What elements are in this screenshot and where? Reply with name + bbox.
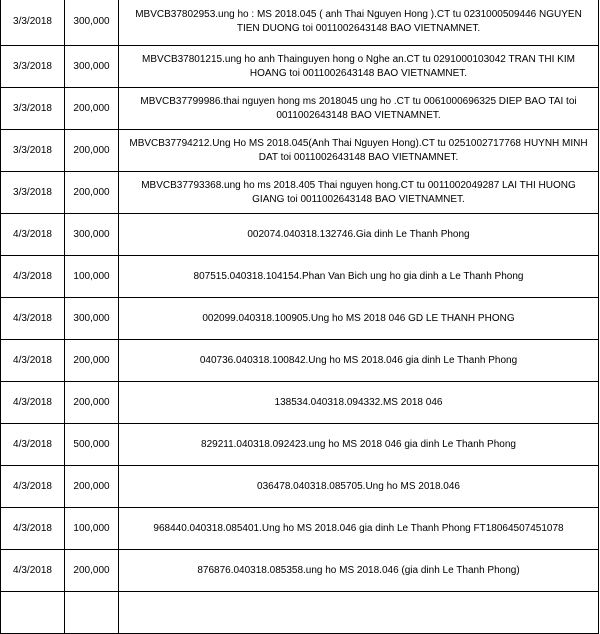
description-cell: 807515.040318.104154.Phan Van Bich ung ho gia dinh a Le Thanh Phong bbox=[119, 256, 599, 298]
table-row bbox=[1, 508, 599, 550]
date-cell: 3/3/2018 bbox=[1, 172, 65, 214]
table-row bbox=[1, 550, 599, 592]
description-cell: 036478.040318.085705.Ung ho MS 2018.046 bbox=[119, 466, 599, 508]
amount-cell: 100,000 bbox=[65, 508, 119, 550]
amount-cell: 200,000 bbox=[65, 130, 119, 172]
date-cell: 4/3/2018 bbox=[1, 256, 65, 298]
date-cell: 4/3/2018 bbox=[1, 508, 65, 550]
date-cell: 4/3/2018 bbox=[1, 214, 65, 256]
date-cell: 3/3/2018 bbox=[1, 130, 65, 172]
date-cell bbox=[1, 592, 65, 634]
description-cell bbox=[119, 592, 599, 634]
description-cell: MBVCB37802953.ung ho : MS 2018.045 ( anh Thai Nguyen Hong ).CT tu 0231000509446 NGUYEN TIEN DUONG toi 0011002643148 BAO VIETNAMNET. bbox=[119, 0, 599, 46]
description-cell: MBVCB37794212.Ung Ho MS 2018.045(Anh Thai Nguyen Hong).CT tu 0251002717768 HUYNH MINH DAT toi 0011002643148 BAO VIETNAMNET. bbox=[119, 130, 599, 172]
table-row bbox=[1, 466, 599, 508]
table-row bbox=[1, 46, 599, 88]
description-cell: 040736.040318.100842.Ung ho MS 2018.046 gia dinh Le Thanh Phong bbox=[119, 340, 599, 382]
amount-cell: 200,000 bbox=[65, 550, 119, 592]
table-row bbox=[1, 382, 599, 424]
description-cell: 968440.040318.085401.Ung ho MS 2018.046 gia dinh Le Thanh Phong FT18064507451078 bbox=[119, 508, 599, 550]
table-row bbox=[1, 298, 599, 340]
date-cell: 4/3/2018 bbox=[1, 382, 65, 424]
amount-cell bbox=[65, 592, 119, 634]
amount-cell: 300,000 bbox=[65, 0, 119, 46]
amount-cell: 100,000 bbox=[65, 256, 119, 298]
description-cell: 002099.040318.100905.Ung ho MS 2018 046 GD LE THANH PHONG bbox=[119, 298, 599, 340]
date-cell: 3/3/2018 bbox=[1, 46, 65, 88]
amount-cell: 200,000 bbox=[65, 340, 119, 382]
amount-cell: 300,000 bbox=[65, 214, 119, 256]
table-row bbox=[1, 88, 599, 130]
date-cell: 3/3/2018 bbox=[1, 0, 65, 46]
table-row bbox=[1, 130, 599, 172]
description-cell: 876876.040318.085358.ung ho MS 2018.046 (gia dinh Le Thanh Phong) bbox=[119, 550, 599, 592]
table-row bbox=[1, 172, 599, 214]
table-row bbox=[1, 424, 599, 466]
description-cell: MBVCB37799986.thai nguyen hong ms 2018045 ung ho .CT tu 0061000696325 DIEP BAO TAI toi 0011002643148 BAO VIETNAMNET. bbox=[119, 88, 599, 130]
amount-cell: 200,000 bbox=[65, 382, 119, 424]
description-cell: 138534.040318.094332.MS 2018 046 bbox=[119, 382, 599, 424]
amount-cell: 200,000 bbox=[65, 88, 119, 130]
table-row bbox=[1, 0, 599, 46]
amount-cell: 500,000 bbox=[65, 424, 119, 466]
date-cell: 4/3/2018 bbox=[1, 424, 65, 466]
description-cell: MBVCB37801215.ung ho anh Thainguyen hong o Nghe an.CT tu 0291000103042 TRAN THI KIM HOANG toi 0011002643148 BAO VIETNAMNET. bbox=[119, 46, 599, 88]
table-row bbox=[1, 214, 599, 256]
date-cell: 4/3/2018 bbox=[1, 298, 65, 340]
amount-cell: 300,000 bbox=[65, 298, 119, 340]
date-cell: 4/3/2018 bbox=[1, 340, 65, 382]
table-row bbox=[1, 256, 599, 298]
amount-cell: 300,000 bbox=[65, 46, 119, 88]
description-cell: 829211.040318.092423.ung ho MS 2018 046 gia dinh Le Thanh Phong bbox=[119, 424, 599, 466]
table-row bbox=[1, 592, 599, 634]
amount-cell: 200,000 bbox=[65, 172, 119, 214]
description-cell: MBVCB37793368.ung ho ms 2018.405 Thai nguyen hong.CT tu 0011002049287 LAI THI HUONG GIANG toi 0011002643148 BAO VIETNAMNET. bbox=[119, 172, 599, 214]
date-cell: 4/3/2018 bbox=[1, 466, 65, 508]
description-cell: 002074.040318.132746.Gia dinh Le Thanh Phong bbox=[119, 214, 599, 256]
date-cell: 3/3/2018 bbox=[1, 88, 65, 130]
table-row bbox=[1, 340, 599, 382]
amount-cell: 200,000 bbox=[65, 466, 119, 508]
date-cell: 4/3/2018 bbox=[1, 550, 65, 592]
